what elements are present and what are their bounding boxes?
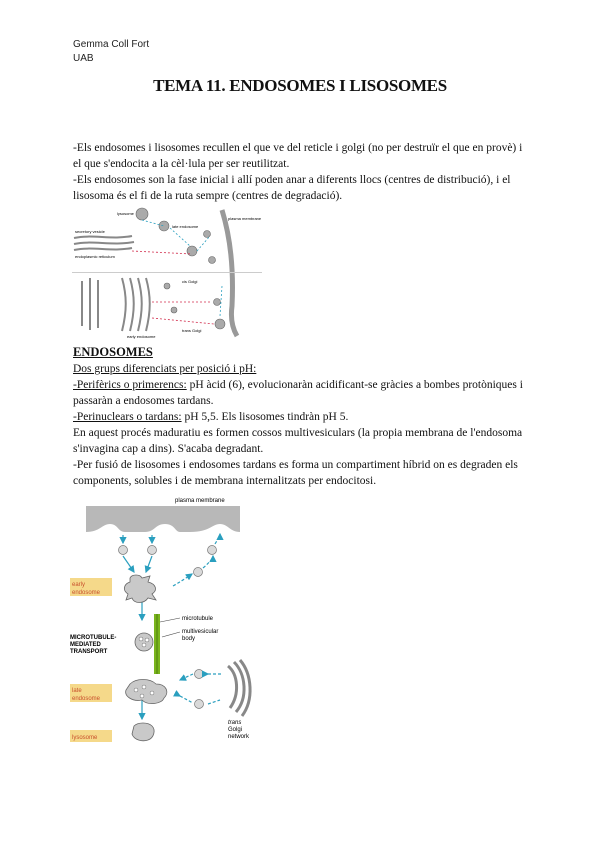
plasma-membrane-label: plasma membrane — [175, 498, 225, 504]
recycling-vesicle — [194, 568, 203, 577]
transport-label-2: MEDIATED — [70, 642, 101, 648]
early-label-2: endosome — [72, 590, 101, 596]
fusion-text: -Per fusió de lisosomes i endosomes tardans es forma un compartiment híbrid on es degraden els components, solubles i de membrana internalitzats per endocitosi. — [73, 459, 518, 487]
late-endosome-shape — [126, 680, 167, 704]
microtubule-label: microtubule — [182, 616, 214, 622]
late-endosome-shape — [187, 246, 197, 256]
cis-golgi-label: cis Golgi — [182, 279, 198, 284]
golgi-vesicle — [195, 700, 204, 709]
er-label: endoplasmic reticulum — [75, 254, 115, 259]
trans-golgi-label: trans Golgi — [182, 328, 202, 333]
perinuclear-term: -Perinuclears o tardans: — [73, 411, 182, 423]
transport-label-1: MICROTUBULE- — [70, 635, 117, 641]
plasma-membrane-label: plasma membrane — [228, 216, 262, 221]
section-heading: ENDOSOMES — [73, 345, 153, 359]
secretory-vesicle-label: secretory vesicle — [75, 229, 105, 234]
early-endosome-label: early endosome — [127, 334, 156, 339]
institution: UAB — [73, 53, 94, 64]
endocytic-vesicle — [119, 546, 128, 555]
tgn-label-3: network — [228, 734, 250, 740]
section-text — [73, 361, 533, 489]
maturation-text: En aquest procés maduratiu es formen cossos multivesiculars (la propia membrana de l'endosoma s'invagina cap a dins). S'acaba degradant. — [73, 427, 523, 455]
intro-text — [73, 140, 533, 204]
lysosome-label: lysosome — [72, 735, 98, 741]
membrane-traffic-figure — [72, 206, 262, 339]
lysosome-label: lysosome — [117, 211, 134, 216]
peripheral-term: -Perifèrics o primerencs: — [73, 379, 187, 391]
page-title: TEMA 11. ENDOSOMES I LISOSOMES — [153, 76, 447, 95]
endosome-pathway-figure — [70, 494, 270, 744]
late-endosome-label: late endosome — [172, 224, 199, 229]
intro-paragraph-2: -Els endosomes son la fase inicial i allí poden anar a diferents llocs (centres de distribució), i el lisosoma és el fi de la ruta sempre (centres de degradació). — [73, 174, 511, 202]
transport-label-3: TRANSPORT — [70, 649, 108, 655]
mvb-label-2: body — [182, 636, 196, 642]
recycling-vesicle — [208, 546, 217, 555]
peripheral-desc: pH àcid (6), evolucionaràn acidificant-se gràcies a bombes protòniques i passaràn a endosomes tardans. — [73, 379, 523, 407]
early-endosome-shape — [124, 575, 156, 603]
perinuclear-desc: pH 5,5. Els lisosomes tindràn pH 5. — [181, 411, 349, 423]
early-endosome-shape — [215, 319, 225, 329]
late-label-1: late — [72, 688, 82, 694]
plasma-membrane-shape — [86, 506, 240, 532]
late-label-2: endosome — [72, 696, 101, 702]
early-label-1: early — [72, 582, 86, 588]
author-name: Gemma Coll Fort — [73, 39, 150, 50]
multivesicular-body-shape — [135, 633, 153, 651]
intro-paragraph-1: -Els endosomes i lisosomes recullen el que ve del reticle i golgi (no per destruïr el que en provè) i el que s'endocita a la cèl·lula per ser reutilitzat. — [73, 142, 523, 170]
tgn-label-2: Golgi — [228, 727, 243, 733]
endocytic-vesicle — [148, 546, 157, 555]
golgi-vesicle — [195, 670, 204, 679]
lysosome-shape — [132, 723, 154, 741]
lysosome-shape — [136, 208, 148, 220]
tgn-label-1: trans — [228, 720, 242, 726]
trans-golgi-network-shape — [228, 660, 250, 716]
groups-intro: Dos grups diferenciats per posició i pH: — [73, 363, 257, 375]
mvb-label-1: multivesicular — [182, 629, 219, 635]
